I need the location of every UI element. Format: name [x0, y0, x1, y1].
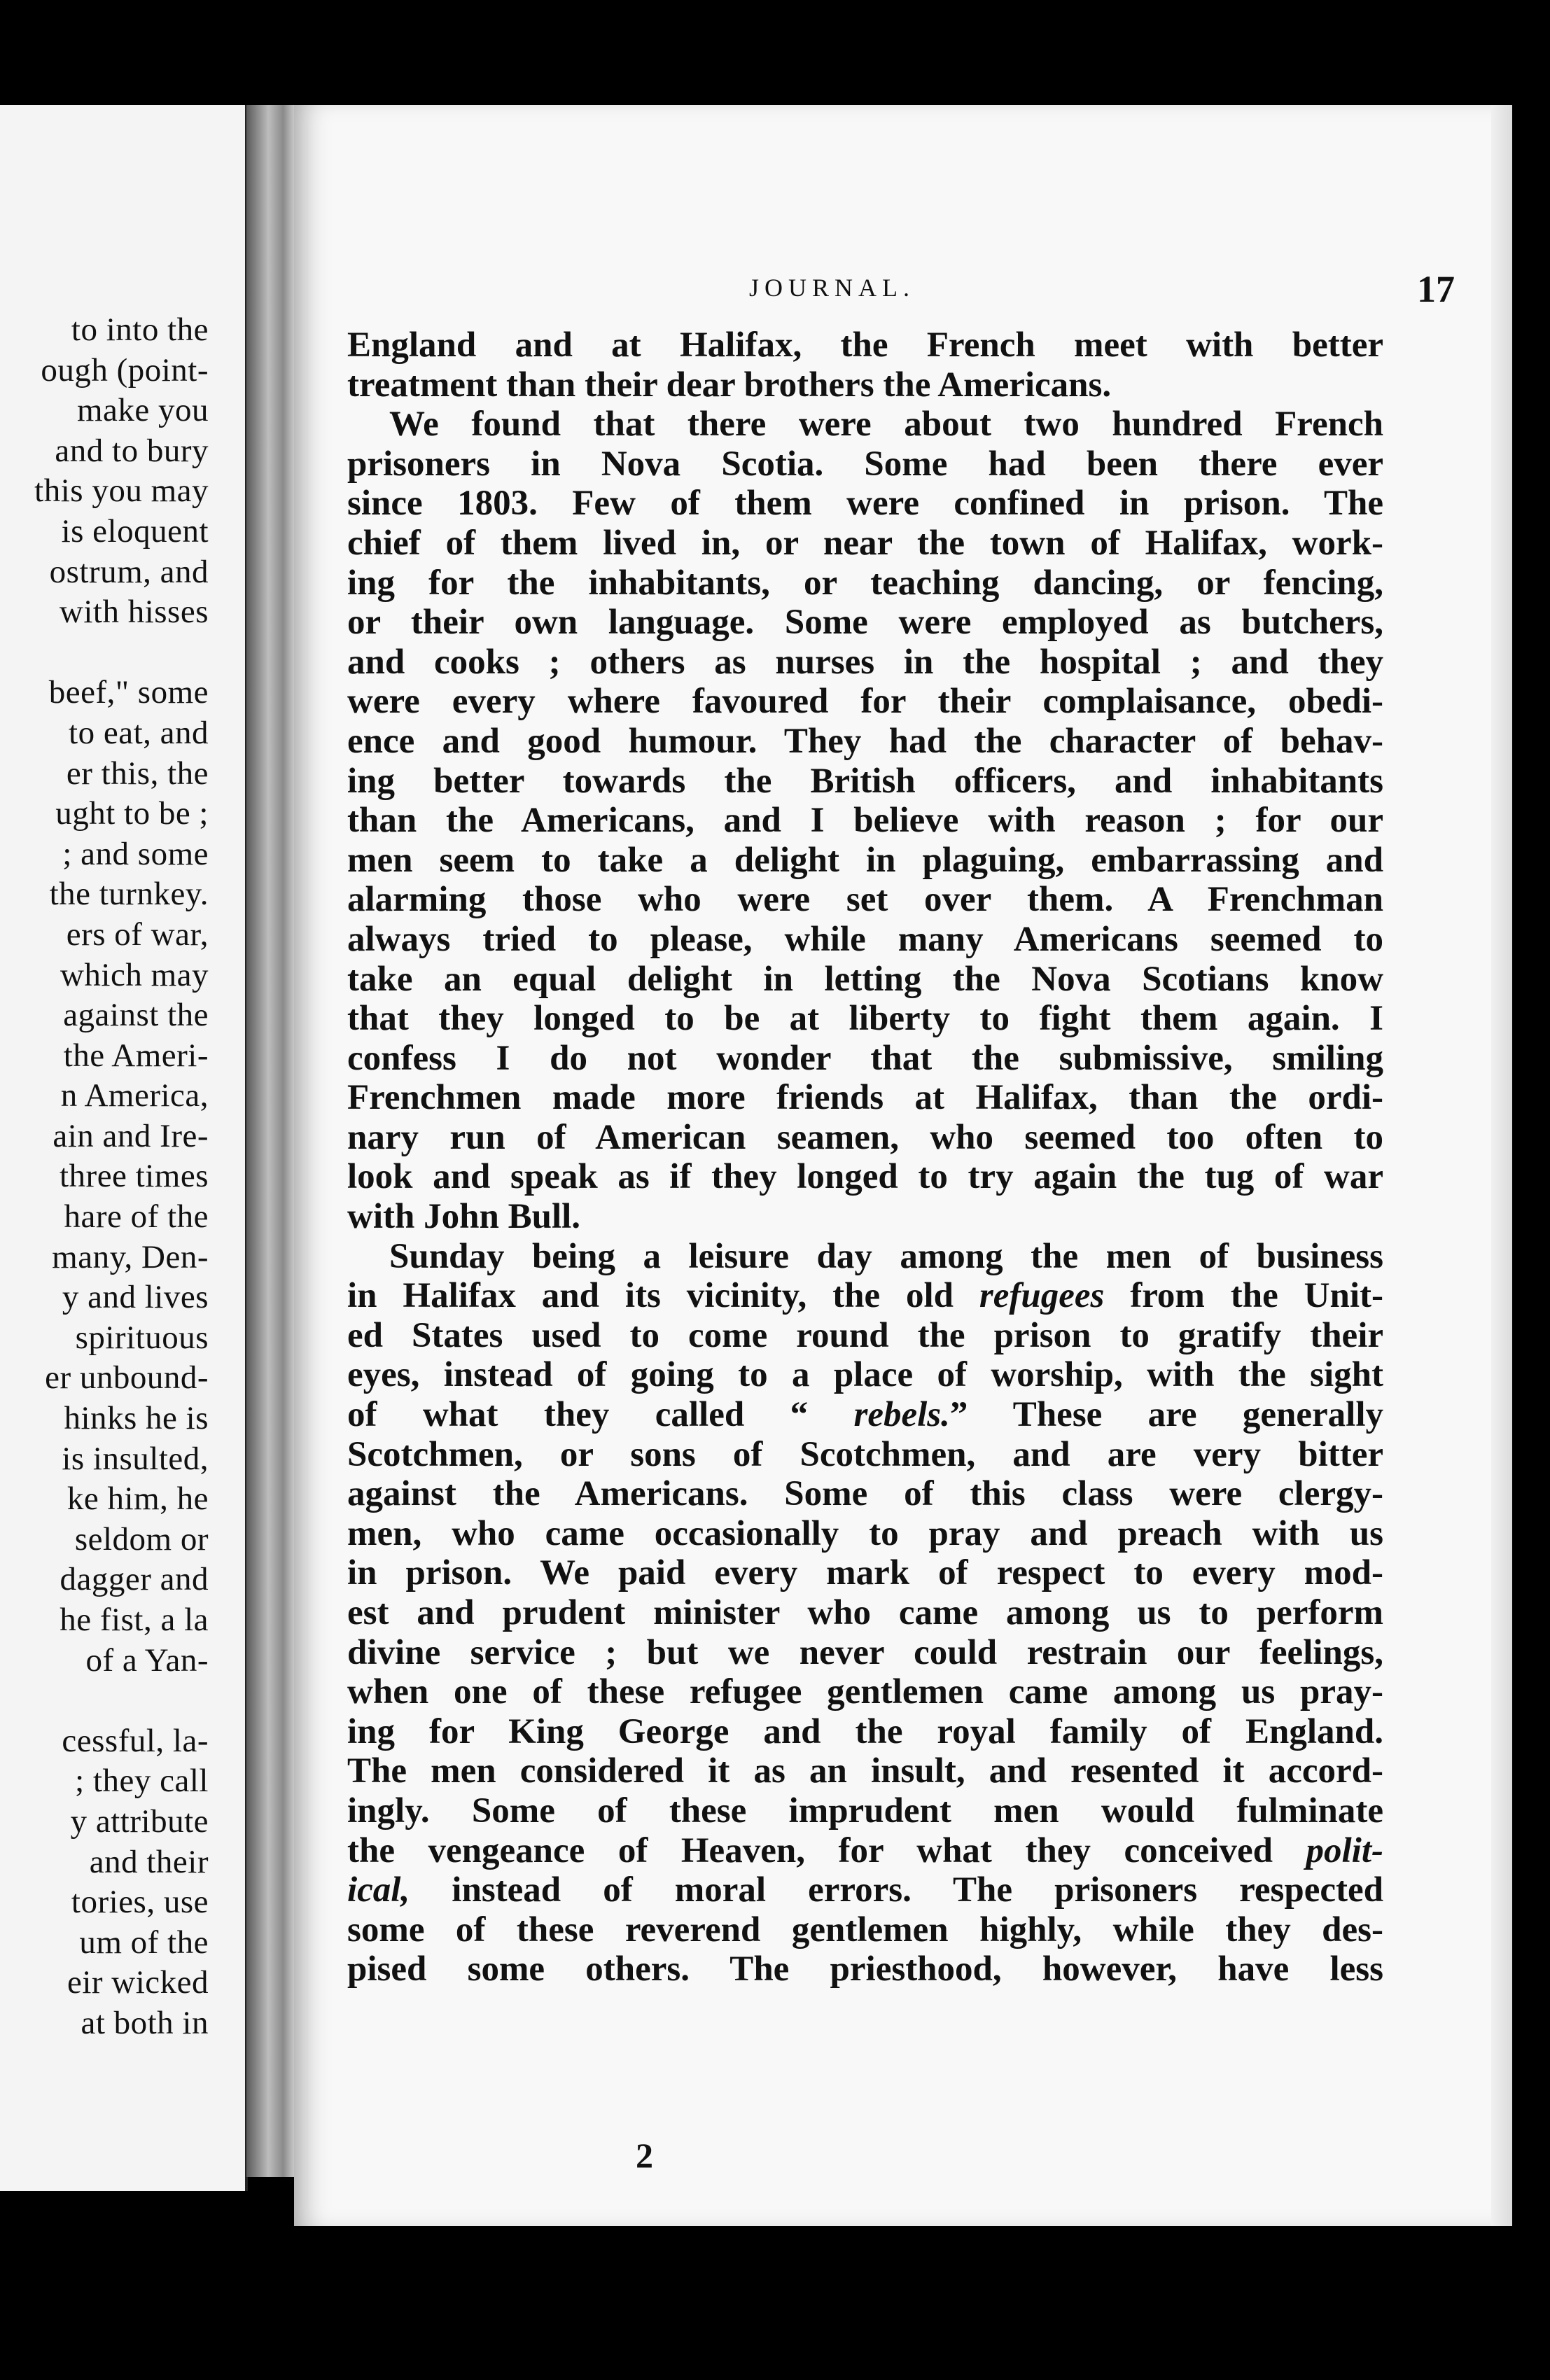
left-page-line: um of the	[79, 1924, 209, 1961]
text-line: and cooks ; others as nurses in the hospital ; and they	[347, 642, 1383, 682]
text-line: pised some others. The priesthood, however, have less	[347, 1949, 1383, 1989]
left-page-line: er this, the	[66, 755, 209, 792]
left-page-line: and to bury	[55, 432, 209, 469]
text-line: alarming those who were set over them. A Frenchman	[347, 880, 1383, 920]
text-line: men, who came occasionally to pray and preach with us	[347, 1513, 1383, 1553]
text-line	[347, 1870, 1383, 1910]
left-page-line: n America,	[60, 1077, 209, 1114]
italic-text: rebels.	[853, 1395, 950, 1435]
text-line: ence and good humour. They had the character of behav-	[347, 721, 1383, 761]
left-page-line: cessful, la-	[62, 1722, 209, 1759]
text-line: than the Americans, and I believe with reason ; for our	[347, 801, 1383, 841]
italic-text: polit-	[1306, 1830, 1383, 1870]
text-line: Scotchmen, or sons of Scotchmen, and are very bitter	[347, 1434, 1383, 1474]
left-page-line: ke him, he	[67, 1480, 209, 1518]
text-segment: in Halifax and its vicinity, the old	[347, 1276, 979, 1316]
left-page-line: he fist, a la	[60, 1602, 209, 1638]
left-page-line: hinks he is	[64, 1400, 209, 1437]
text-line: take an equal delight in letting the Nova Scotians know	[347, 959, 1383, 999]
left-page-line: spirituous	[75, 1319, 209, 1356]
left-page-line: ain and Ire-	[53, 1117, 209, 1154]
left-page-line: er unbound-	[45, 1359, 209, 1396]
text-line: always tried to please, while many Americans seemed to	[347, 919, 1383, 959]
text-line: prisoners in Nova Scotia. Some had been there ever	[347, 444, 1383, 484]
text-line: divine service ; but we never could restrain our feelings,	[347, 1632, 1383, 1672]
italic-text: refugees	[979, 1276, 1105, 1316]
left-page-line: is eloquent	[61, 512, 209, 550]
left-page-line: the turnkey.	[49, 876, 209, 913]
left-page-line: hare of the	[64, 1198, 209, 1236]
left-page-line: dagger and	[60, 1561, 209, 1598]
left-page-line: beef," some	[48, 674, 209, 711]
text-segment: instead of moral errors. The prisoners respected	[410, 1870, 1383, 1910]
left-page-line: which may	[60, 956, 209, 993]
left-page-line: this you may	[34, 472, 209, 510]
text-line: with John Bull.	[347, 1197, 581, 1237]
left-page-line	[0, 633, 209, 673]
text-line	[347, 1395, 1383, 1435]
left-page-line: ; they call	[75, 1763, 209, 1800]
left-page-line: is insulted,	[62, 1440, 209, 1477]
text-line: when one of these refugee gentlemen came among us pray-	[347, 1672, 1383, 1712]
text-line: ing for King George and the royal family of England.	[347, 1712, 1383, 1751]
left-page-line: y and lives	[62, 1279, 209, 1316]
left-page-text	[0, 310, 209, 2044]
text-segment: the vengeance of Heaven, for what they conceived	[347, 1830, 1306, 1870]
left-page-line: and their	[89, 1843, 209, 1880]
left-page-line: to eat, and	[69, 714, 209, 751]
left-facing-page	[0, 105, 248, 2191]
left-page-line: make you	[76, 392, 209, 429]
left-page-line: ught to be ;	[55, 795, 209, 832]
running-head: JOURNAL.	[749, 274, 916, 302]
text-line	[347, 1276, 1383, 1316]
text-line: ing for the inhabitants, or teaching dancing, or fencing,	[347, 563, 1383, 603]
text-line: Frenchmen made more friends at Halifax, than the ordi-	[347, 1078, 1383, 1118]
book-gutter	[246, 105, 295, 2177]
page-number: 17	[1417, 268, 1455, 310]
body-text	[347, 326, 1383, 1989]
left-page-line: y attribute	[70, 1802, 209, 1840]
text-line: chief of them lived in, or near the town of Halifax, work-	[347, 523, 1383, 563]
left-page-line: ough (point-	[41, 351, 209, 388]
text-line: ing better towards the British officers, and inhabitants	[347, 761, 1383, 801]
left-page-line: eir wicked	[67, 1964, 209, 2001]
left-page-line: seldom or	[74, 1520, 209, 1558]
left-page-line: ostrum, and	[49, 553, 209, 590]
text-line: England and at Halifax, the French meet with better	[347, 326, 1383, 365]
text-segment: of what they called “	[347, 1395, 854, 1435]
text-line: some of these reverend gentlemen highly, while they des-	[347, 1910, 1383, 1949]
text-line: nary run of American seamen, who seemed too often to	[347, 1117, 1383, 1157]
text-line: against the Americans. Some of this class were clergy-	[347, 1474, 1383, 1514]
left-page-line: to into the	[71, 312, 209, 348]
left-page-line: tories, use	[71, 1884, 209, 1921]
left-page-line: three times	[59, 1158, 209, 1195]
text-line: treatment than their dear brothers the Americans.	[347, 365, 1112, 405]
text-line: in prison. We paid every mark of respect to every mod-	[347, 1553, 1383, 1593]
text-line: since 1803. Few of them were confined in prison. The	[347, 484, 1383, 524]
left-page-line: with hisses	[59, 594, 209, 631]
text-line: eyes, instead of going to a place of worship, with the sight	[347, 1355, 1383, 1395]
page-edge	[1491, 105, 1512, 2226]
text-line	[347, 1831, 1383, 1871]
signature-mark: 2	[636, 2136, 653, 2175]
left-page-line	[0, 1681, 209, 1721]
text-line: confess I do not wonder that the submissive, smiling	[347, 1038, 1383, 1078]
left-page-line: the Ameri-	[63, 1037, 209, 1074]
text-line: The men considered it as an insult, and resented it accord-	[347, 1751, 1383, 1791]
left-page-line: many, Den-	[52, 1238, 209, 1275]
left-page-line: against the	[63, 997, 209, 1034]
right-page	[294, 105, 1512, 2226]
text-line: men seem to take a delight in plaguing, embarrassing and	[347, 840, 1383, 880]
text-line: We found that there were about two hundred French	[389, 405, 1383, 444]
text-segment: from the Unit-	[1104, 1276, 1383, 1316]
text-line: Sunday being a leisure day among the men of business	[389, 1236, 1383, 1276]
text-line: ed States used to come round the prison to gratify their	[347, 1315, 1383, 1355]
text-line: or their own language. Some were employed as butchers,	[347, 603, 1383, 643]
text-line: that they longed to be at liberty to fight them again. I	[347, 999, 1383, 1039]
text-line: were every where favoured for their complaisance, obedi-	[347, 682, 1383, 722]
left-page-line: at both in	[81, 2004, 209, 2041]
left-page-line: ; and some	[62, 835, 209, 872]
text-line: look and speak as if they longed to try again the tug of war	[347, 1157, 1383, 1197]
text-line: est and prudent minister who came among us to perform	[347, 1593, 1383, 1632]
left-page-line: of a Yan-	[85, 1642, 209, 1679]
italic-text: ical,	[347, 1870, 410, 1910]
text-segment: ” These are generally	[949, 1395, 1384, 1435]
left-page-line: ers of war,	[66, 916, 209, 953]
text-line: ingly. Some of these imprudent men would fulminate	[347, 1791, 1383, 1830]
